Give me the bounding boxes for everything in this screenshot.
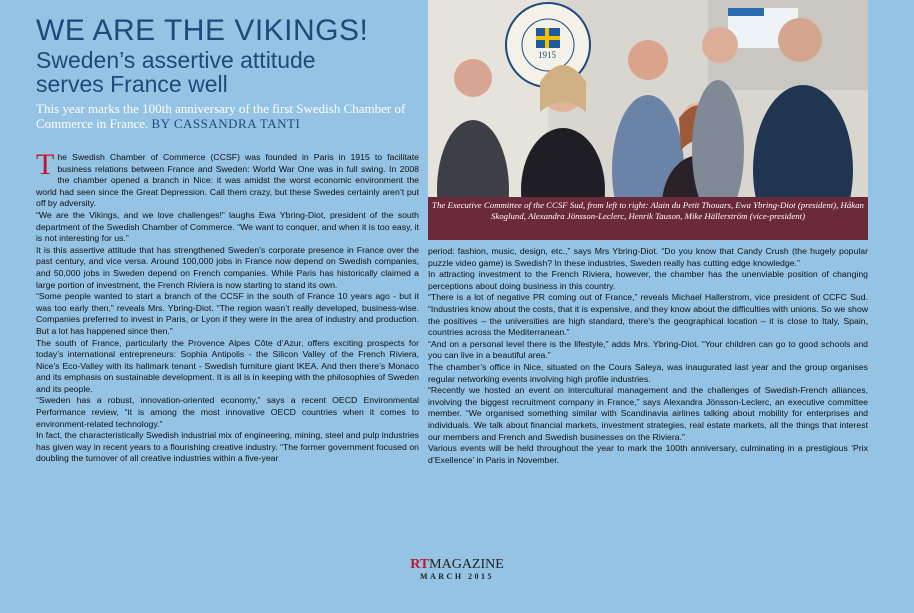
paragraph: “Some people wanted to start a branch of the CCSF in the south of France 10 years ago - but it was too early then,” reveals Mrs. Ybring-Diot. “The region wasn’t really developed, business-wise. Companies preferred to invest in Paris, or Lyon if they were in the area of industry and production. But a lot has happened since then.” — [36, 291, 419, 336]
article-title: WE ARE THE VIKINGS! — [36, 14, 369, 47]
byline: BY CASSANDRA TANTI — [151, 116, 301, 131]
first-paragraph-text: he Swedish Chamber of Commerce (CCSF) was founded in Paris in 1915 to facilitate business relations between France and Sweden: World War One was in full swing. In 2008 the chamber opened a branch in Nice: it was amidst the worst economic environment the world had seen since the Great Depression. Call them crazy, but these Swedes certainly aren’t put off by adversity. — [36, 152, 419, 209]
paragraph: The south of France, particularly the Provence Alpes Côte d’Azur, offers exciting prospects for today’s international entrepreneurs: Sophia Antipolis - the Silicon Valley of the French Riviera, Nice’s Eco-Valley with its hallmark tenant - Swedish furniture giant IKEA. And then there’s Monaco and its emphasis on sustainable development. It is all is in keeping with the philosophies of Sweden and its people. — [36, 337, 419, 394]
paragraph: Various events will be held throughout the year to mark the 100th anniversary, culminating in a prestigious ‘Prix d’Exellence’ in Paris in November. — [428, 443, 868, 465]
committee-photo — [428, 0, 868, 240]
paragraph: “Sweden has a robust, innovation-oriented economy,” says a recent OECD Environmental Performance review, “it is among the most innovative OECD countries when it comes to environment-related technology.” — [36, 395, 419, 429]
paragraph: In attracting investment to the French Riviera, however, the chamber has the unenviable position of changing perceptions about doing business in this country. — [428, 269, 868, 291]
paragraph: “We are the Vikings, and we love challenges!” laughs Ewa Ybring-Diot, president of the south department of the Swedish Chamber of Commerce. “We want to conquer, and when it is too easy, it is not interesting for us.” — [36, 209, 419, 244]
drop-cap: T — [36, 148, 55, 181]
logo-magazine: MAGAZINE — [429, 557, 504, 572]
paragraph: “There is a lot of negative PR coming out of France,” reveals Michael Hallerstrom, vice president of CCFC Sud. “Industries know about the costs, that it is expensive, and they know about the difficulties with unions. So we show the positives – the universities are high standard, there’s the geographical location – it is close to Italy, Spain, countries across the Mediterranean.” — [428, 292, 868, 338]
magazine-masthead — [0, 555, 914, 581]
subtitle-line-2: serves France well — [36, 71, 228, 97]
article-column-2 — [428, 246, 868, 466]
article-intro — [36, 101, 431, 131]
banner-year: 1915 — [538, 50, 556, 60]
article-column-1 — [36, 148, 419, 465]
paragraph: “Recently we hosted an event on intercultural management and the challenges of Swedish-French alliances, involving the biggest recruitment company in France,” says Alexandra Jönsson-Leclerc, an executive committee member. “We organised something similar with Scandinavia airlines talking about mobility for enterprises and individuals. We talk about financial markets, investment strategies, real estate markets, all the things that interest our members and French and Swedish businesses on the Riviera.” — [428, 385, 868, 442]
issue-date: MARCH 2015 — [419, 572, 495, 581]
photo-caption: The Executive Committee of the CCSF Sud, from left to right: Alain du Petit Thouars, Ewa Ybring-Diot (president), Håkan Skoglund, Alexandra Jönsson-Leclerc, Henrik Tauson, Mike Hällerström (vice-president) — [428, 197, 868, 240]
subtitle-line-1: Sweden’s assertive attitude — [36, 47, 316, 73]
intro-text: This year marks the 100th anniversary of the first Swedish Chamber of Commerce in France. — [36, 101, 406, 131]
magazine-logo — [0, 555, 914, 573]
paragraph: The chamber’s office in Nice, situated on the Cours Saleya, was inaugurated last year and the group organises regular networking events involving high profile industries. — [428, 361, 868, 384]
paragraph: “And on a personal level there is the lifestyle,” adds Mrs. Ybring-Diot. “Your children can go to good schools and you can live in a beautiful area.” — [428, 338, 868, 361]
article-subtitle — [36, 48, 426, 96]
first-paragraph — [36, 148, 419, 210]
paragraph: It is this assertive attitude that has strengthened Sweden’s corporate presence in France over the past century, and vice versa. Around 100,000 jobs in France now depend on Swedish companies, and 50,000 jobs in Sweden depend on French companies. While Paris has historically claimed a large portion of investment, the French Riviera is now starting to stand its own. — [36, 244, 419, 290]
paragraph: period: fashion, music, design, etc.,” says Mrs Ybring-Diot. “Do you know that Candy Crush (the hugely popular puzzle video game) is Swedish? In these industries, Sweden really has cutting edge knowledge.” — [428, 246, 868, 268]
paragraph: In fact, the characteristically Swedish industrial mix of engineering, mining, steel and pulp industries has given way in recent years to a flourishing creative industry. “The former government focused on doubling the turnover of all creative industries within a five-year — [36, 430, 419, 464]
logo-rt: RT — [410, 557, 430, 572]
